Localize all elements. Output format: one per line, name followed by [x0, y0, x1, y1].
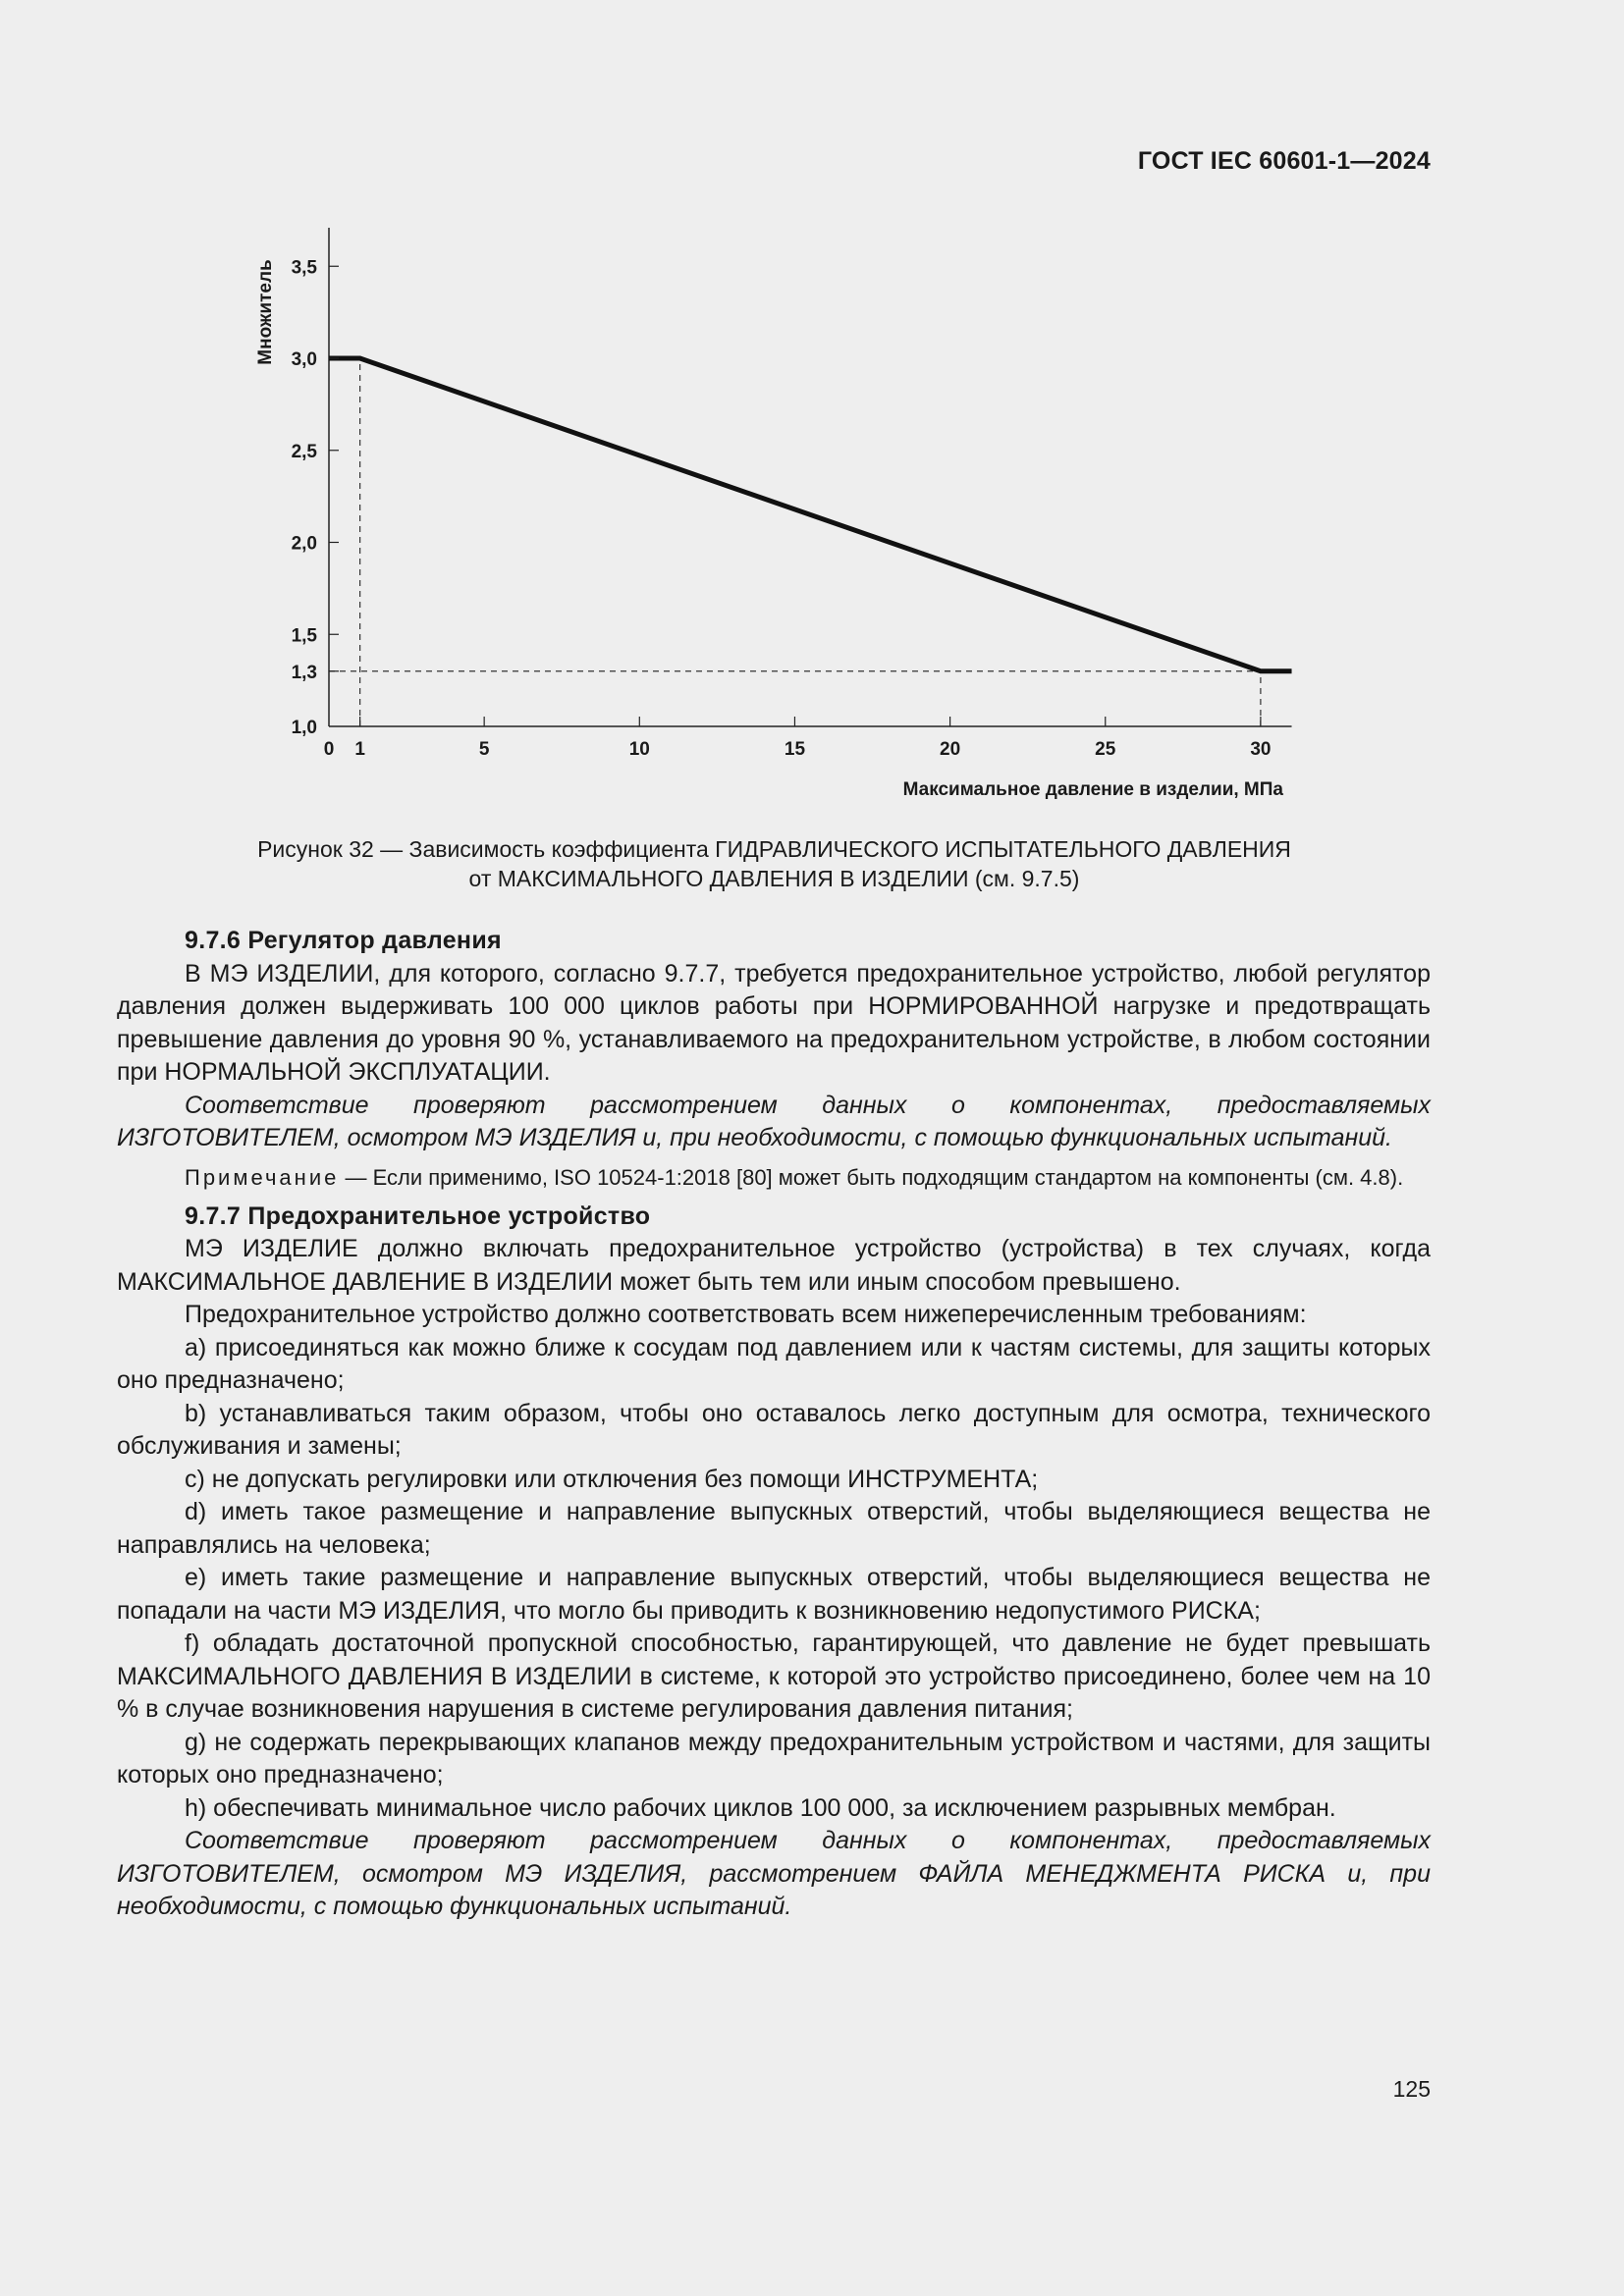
section-977-paragraph-2: Предохранительное устройство должно соответствовать всем нижеперечисленным требованиям: — [185, 1301, 1307, 1328]
section-977-compliance: Соответствие проверяют рассмотрением данных о компонентах, предоставляемых ИЗГОТОВИТЕЛЕМ, осмотром МЭ ИЗДЕЛИЯ, рассмотрением ФАЙЛА МЕНЕДЖМЕНТА РИСКА и, при необходимости, с помощью функциональных испытаний. — [117, 1827, 1431, 1920]
chart-x-tick-label: 1 — [354, 739, 365, 760]
list-item-e: e) иметь такие размещение и направление выпускных отверстий, чтобы выделяющиеся вещества не попадали на части МЭ ИЗДЕЛИЯ, что могло бы приводить к возникновению недопустимого РИСКА; — [117, 1564, 1431, 1625]
note-label: Примечание — [185, 1164, 340, 1190]
section-977-heading: 9.7.7 Предохранительное устройство — [185, 1201, 651, 1230]
list-item-h: h) обеспечивать минимальное число рабочих циклов 100 000, за исключением разрывных мембран. — [185, 1793, 1336, 1822]
section-977-paragraph-1: МЭ ИЗДЕЛИЕ должно включать предохранительное устройство (устройства) в тех случаях, когда МАКСИМАЛЬНОЕ ДАВЛЕНИЕ В ИЗДЕЛИИ может быть тем или иным способом превышено. — [117, 1235, 1431, 1296]
figure-caption — [118, 834, 1431, 893]
chart-y-tick-label: 3,0 — [291, 349, 317, 370]
chart-x-ticks — [324, 717, 1272, 760]
section-976-heading: 9.7.6 Регулятор давления — [185, 927, 502, 954]
document-id: ГОСТ IEC 60601-1—2024 — [1137, 147, 1431, 175]
chart-y-ticks — [292, 257, 339, 738]
chart-y-tick-label: 1,0 — [291, 718, 317, 738]
document-body — [117, 925, 1431, 1924]
chart-x-tick-label: 5 — [478, 739, 490, 760]
list-item-d: d) иметь такое размещение и направление выпускных отверстий, чтобы выделяющиеся вещества не направлялись на человека; — [117, 1498, 1431, 1559]
chart-series — [329, 358, 1292, 671]
section-976-paragraph: В МЭ ИЗДЕЛИИ, для которого, согласно 9.7.7, требуется предохранительное устройство, любой регулятор давления должен выдерживать 100 000 циклов работы при НОРМИРОВАННОЙ нагрузке и предотвращать превышение давления до уровня 90 %, устанавливаемого на предохранительном устройстве, в любом состоянии при НОРМАЛЬНОЙ ЭКСПЛУАТАЦИИ. — [117, 959, 1431, 1086]
chart-x-tick-label: 15 — [784, 739, 806, 760]
chart-y-tick-label: 1,5 — [291, 625, 317, 647]
chart-reference-lines — [329, 358, 1261, 726]
chart-y-tick-label: 2,0 — [291, 533, 317, 555]
figure-caption-line2: от МАКСИМАЛЬНОГО ДАВЛЕНИЯ В ИЗДЕЛИИ (см. 9.7.5) — [468, 866, 1080, 891]
chart-y-axis-label: Множитель — [255, 259, 276, 365]
list-item-a: a) присоединяться как можно ближе к сосудам под давлением или к частям системы, для защиты которых оно предназначено; — [117, 1333, 1431, 1394]
pressure-multiplier-chart — [0, 0, 1624, 805]
chart-series-line — [329, 358, 1292, 671]
chart-x-tick-label: 30 — [1250, 739, 1272, 760]
chart-y-tick-label: 3,5 — [291, 257, 317, 279]
chart-axes — [329, 228, 1292, 726]
chart-x-tick-label: 20 — [940, 739, 961, 760]
figure-caption-line1: Рисунок 32 — Зависимость коэффициента ГИДРАВЛИЧЕСКОГО ИСПЫТАТЕЛЬНОГО ДАВЛЕНИЯ — [257, 836, 1291, 862]
section-976-compliance: Соответствие проверяют рассмотрением данных о компонентах, предоставляемых ИЗГОТОВИТЕЛЕМ, осмотром МЭ ИЗДЕЛИЯ и, при необходимости, с помощью функциональных испытаний. — [117, 1091, 1431, 1151]
chart-x-axis-label: Максимальное давление в изделии, МПа — [902, 779, 1283, 800]
chart-x-tick-label: 0 — [323, 739, 335, 760]
page-number: 125 — [1392, 2076, 1431, 2102]
list-item-b: b) устанавливаться таким образом, чтобы оно оставалось легко доступным для осмотра, технического обслуживания и замены; — [117, 1399, 1431, 1460]
chart-y-tick-label: 1,3 — [291, 662, 317, 683]
chart-x-tick-label: 10 — [628, 739, 650, 760]
list-item-g: g) не содержать перекрывающих клапанов между предохранительным устройством и частями, для защиты которых оно предназначено; — [117, 1728, 1431, 1789]
section-976-note — [117, 1163, 1431, 1193]
list-item-f: f) обладать достаточной пропускной способностью, гарантирующей, что давление не будет превышать МАКСИМАЛЬНОГО ДАВЛЕНИЯ В ИЗДЕЛИИ в системе, к которой это устройство присоединено, более чем на 10 % в случае возникновения нарушения в системе регулирования давления питания; — [117, 1629, 1431, 1723]
note-text: — Если применимо, ISO 10524-1:2018 [80] может быть подходящим стандартом на компоненты (см. 4.8). — [339, 1164, 1404, 1190]
list-item-c: c) не допускать регулировки или отключения без помощи ИНСТРУМЕНТА; — [185, 1465, 1039, 1493]
chart-y-tick-label: 2,5 — [291, 441, 317, 462]
chart-x-tick-label: 25 — [1095, 739, 1116, 760]
